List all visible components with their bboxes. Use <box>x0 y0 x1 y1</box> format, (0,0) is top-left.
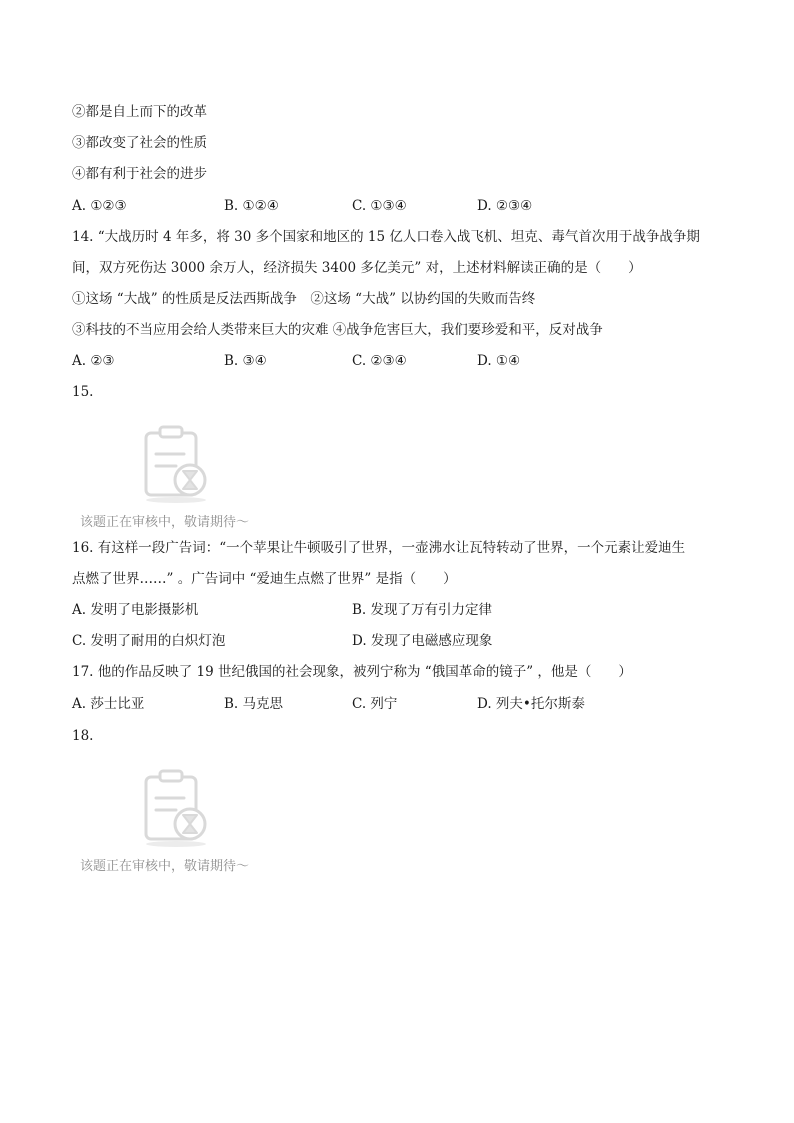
clipboard-hourglass-icon <box>136 768 216 850</box>
q17-stem: 17. 他的作品反映了 19 世纪俄国的社会现象，被列宁称为 “俄国革命的镜子” ，他是（ ） <box>72 664 632 680</box>
q14-options <box>72 351 732 371</box>
q15-number: 15. <box>72 384 94 400</box>
clipboard-hourglass-icon <box>136 424 216 506</box>
q13-option-d: D. ②③④ <box>477 198 533 214</box>
q16-stem-line2: 点燃了世界……” 。广告词中 “爱迪生点燃了世界” 是指（ ） <box>72 571 457 587</box>
q14-option-c: C. ②③④ <box>352 353 407 369</box>
q14-statements-line2: ③科技的不当应用会给人类带来巨大的灾难 ④战争危害巨大，我们要珍爱和平，反对战争 <box>72 322 603 338</box>
q18-placeholder-text: 该题正在审核中，敬请期待～ <box>80 859 250 874</box>
q14-stem-line1: 14. “大战历时 4 年多，将 30 多个国家和地区的 15 亿人口卷入战飞机、坦克、毒气首次用于战争战争期 <box>72 229 700 245</box>
q13-option-c: C. ①③④ <box>352 198 407 214</box>
q13-statement-4: ④都有利于社会的进步 <box>72 166 207 182</box>
q13-option-a: A. ①②③ <box>72 198 127 214</box>
q15-placeholder <box>80 424 320 534</box>
q16-options-row1 <box>72 600 732 620</box>
q17-option-b: B. 马克思 <box>224 696 284 712</box>
q14-option-b: B. ③④ <box>224 353 267 369</box>
q16-options-row2 <box>72 631 732 651</box>
q14-option-d: D. ①④ <box>477 353 521 369</box>
q18-number: 18. <box>72 728 94 744</box>
q17-option-a: A. 莎士比亚 <box>72 696 145 712</box>
q17-option-c: C. 列宁 <box>352 696 398 712</box>
q13-statement-3: ③都改变了社会的性质 <box>72 135 207 151</box>
q16-option-b: B. 发现了万有引力定律 <box>352 602 493 618</box>
q13-option-b: B. ①②④ <box>224 198 279 214</box>
q18-placeholder <box>80 768 320 878</box>
q15-placeholder-text: 该题正在审核中，敬请期待～ <box>80 515 250 530</box>
q16-option-a: A. 发明了电影摄影机 <box>72 602 199 618</box>
q14-statements-line1: ①这场 “大战” 的性质是反法西斯战争 ②这场 “大战” 以协约国的失败而告终 <box>72 291 536 307</box>
q16-option-d: D. 发现了电磁感应现象 <box>352 633 493 649</box>
q14-option-a: A. ②③ <box>72 353 115 369</box>
q13-statement-2: ②都是自上而下的改革 <box>72 104 207 120</box>
q14-stem-line2: 间，双方死伤达 3000 余万人，经济损失 3400 多亿美元” 对，上述材料解读正确的是（ ） <box>72 260 642 276</box>
q17-option-d: D. 列夫•托尔斯泰 <box>477 696 585 712</box>
q17-options <box>72 694 732 714</box>
q13-options <box>72 196 732 216</box>
q16-option-c: C. 发明了耐用的白炽灯泡 <box>72 633 226 649</box>
q16-stem-line1: 16. 有这样一段广告词：“一个苹果让牛顿吸引了世界，一壶沸水让瓦特转动了世界，一个元素让爱迪生 <box>72 540 686 556</box>
